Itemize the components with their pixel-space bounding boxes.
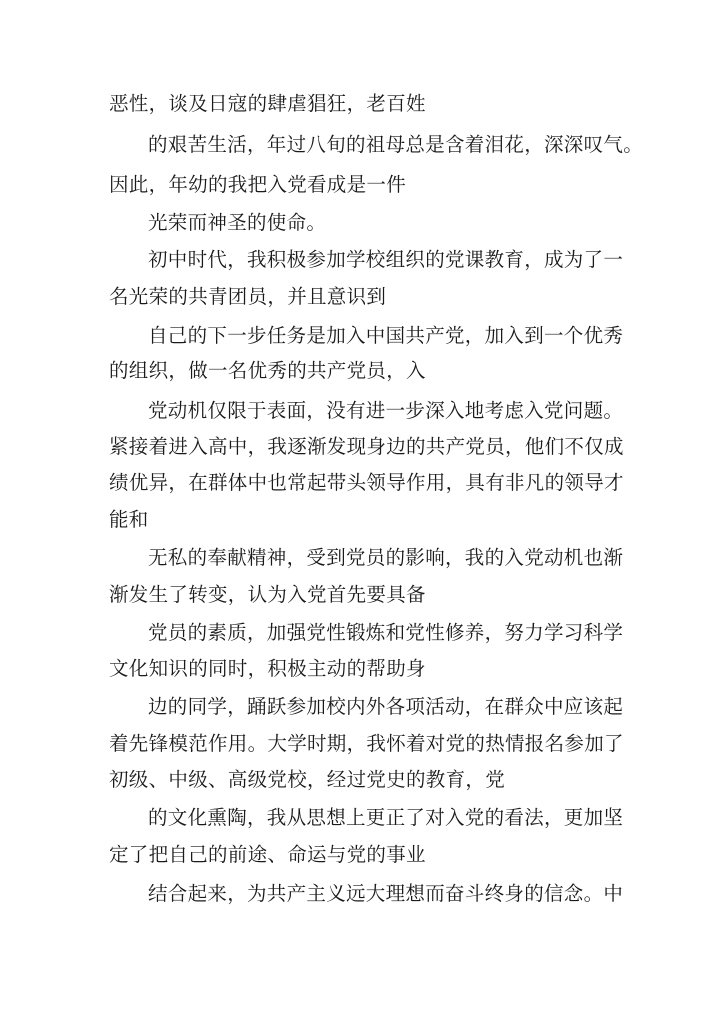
text-line: 名光荣的共青团员，并且意识到 — [109, 285, 387, 308]
text-line: 结合起来，为共产主义远大理想而奋斗终身的信念。中 — [148, 882, 624, 905]
text-line: 能和 — [109, 508, 149, 531]
text-line: 的文化熏陶，我从思想上更正了对入党的看法，更加坚 — [148, 806, 624, 829]
text-line: 党动机仅限于表面，没有进一步深入地考虑入党问题。 — [148, 399, 624, 422]
text-line: 文化知识的同时，积极主动的帮助身 — [109, 657, 426, 680]
text-line: 着先锋模范作用。大学时期，我怀着对党的热情报名参加了 — [109, 732, 624, 755]
text-line: 绩优异，在群体中也常起带头领导作用，具有非凡的领导才 — [109, 471, 624, 494]
text-line: 恶性，谈及日寇的肆虐猖狂，老百姓 — [109, 92, 426, 115]
text-line: 紧接着进入高中，我逐渐发现身边的共产党员，他们不仅成 — [109, 435, 624, 458]
text-line: 的艰苦生活，年过八旬的祖母总是含着泪花，深深叹气。 — [148, 133, 644, 156]
text-line: 边的同学，踊跃参加校内外各项活动，在群众中应该起 — [148, 695, 624, 718]
text-line: 因此，年幼的我把入党看成是一件 — [109, 173, 407, 196]
text-line: 党员的素质，加强党性锻炼和党性修养，努力学习科学 — [148, 621, 624, 644]
text-line: 光荣而神圣的使命。 — [148, 211, 327, 234]
text-line: 自己的下一步任务是加入中国共产党，加入到一个优秀 — [148, 324, 624, 347]
text-line: 定了把自己的前途、命运与党的事业 — [109, 843, 426, 866]
text-line: 初中时代，我积极参加学校组织的党课教育，成为了一 — [148, 248, 624, 271]
text-line: 无私的奉献精神，受到党员的影响，我的入党动机也渐 — [148, 546, 624, 569]
text-line: 的组织，做一名优秀的共产党员，入 — [109, 359, 426, 382]
text-line: 渐发生了转变，认为入党首先要具备 — [109, 583, 426, 606]
text-line: 初级、中级、高级党校，经过党史的教育，党 — [109, 768, 506, 791]
